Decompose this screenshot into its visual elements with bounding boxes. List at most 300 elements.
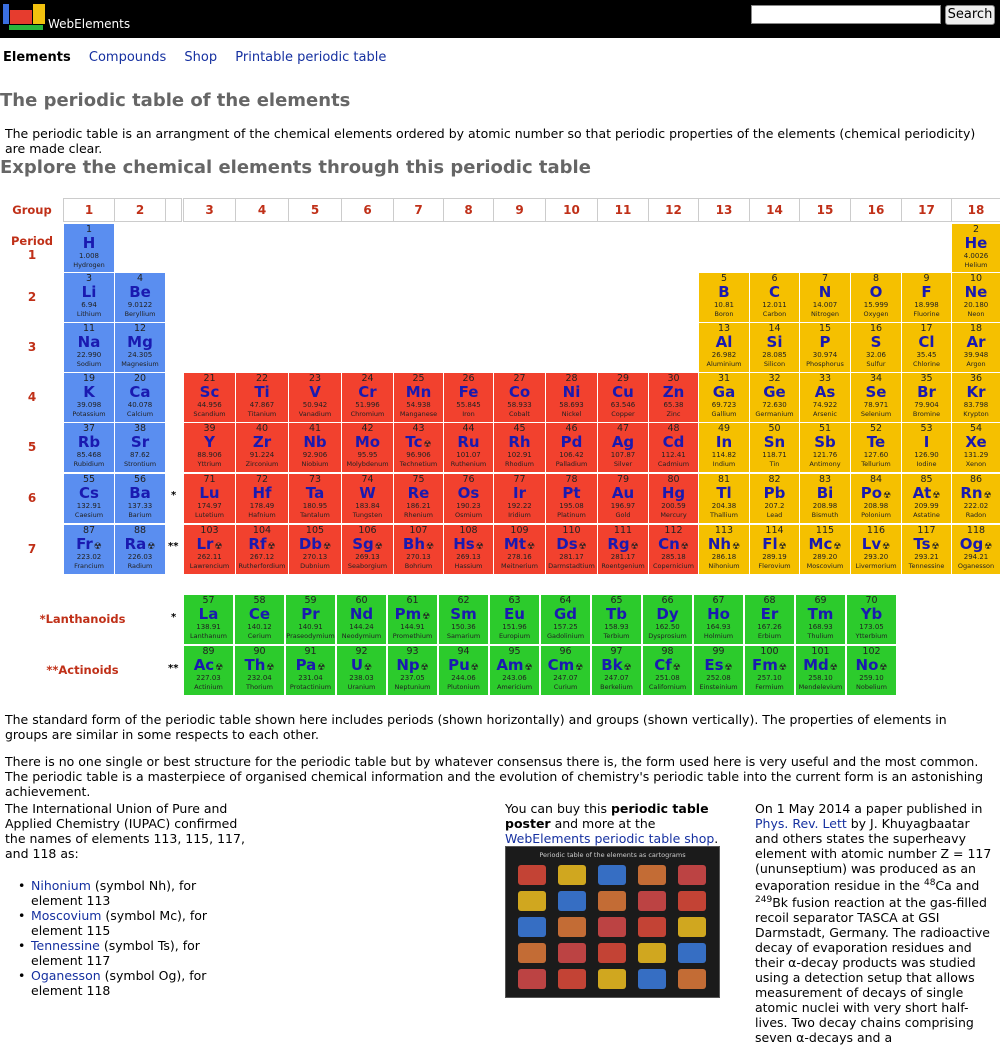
element-name: Selenium	[860, 410, 892, 418]
symbol-text: Fe	[458, 383, 479, 401]
element-name: Astatine	[913, 511, 940, 519]
atomic-mass: 281.17	[559, 553, 584, 561]
element-Li[interactable]	[63, 272, 115, 323]
atomic-mass: 162.50	[655, 623, 680, 631]
element-Te[interactable]	[850, 422, 902, 473]
element-Ta[interactable]	[288, 473, 342, 524]
element-name: Protactinium	[289, 683, 332, 691]
element-Am[interactable]	[489, 645, 540, 696]
element-Pb[interactable]	[749, 473, 800, 524]
atomic-number: 79	[616, 474, 630, 485]
element-Si[interactable]	[749, 322, 800, 373]
element-Y[interactable]	[183, 422, 236, 473]
element-Ho[interactable]	[693, 594, 744, 645]
symbol-text: Md	[803, 656, 829, 674]
element-B[interactable]	[698, 272, 750, 323]
element-symbol	[342, 434, 393, 451]
atomic-number: 98	[661, 646, 674, 657]
element-symbol	[699, 536, 749, 553]
element-symbol	[952, 485, 1000, 502]
symbol-text: Cm	[547, 656, 575, 674]
element-Cu[interactable]	[597, 372, 649, 423]
element-name: Radium	[127, 562, 153, 570]
element-Nd[interactable]	[336, 594, 387, 645]
element-symbol	[745, 606, 794, 623]
symbol-text: Cu	[612, 383, 634, 401]
element-name: Helium	[964, 261, 988, 269]
nav-shop[interactable]: Shop	[184, 50, 218, 65]
group-header-1[interactable]: 1	[63, 198, 115, 222]
element-name: Gadolinium	[546, 632, 585, 640]
element-Cs[interactable]	[63, 473, 115, 524]
element-Zr[interactable]	[235, 422, 289, 473]
element-V[interactable]	[288, 372, 342, 423]
element-name: Nitrogen	[811, 310, 839, 318]
element-Er[interactable]	[744, 594, 795, 645]
element-name: Silicon	[763, 360, 786, 368]
poster-cartogram	[558, 865, 586, 885]
atomic-mass: 35.45	[916, 351, 937, 359]
element-Br[interactable]	[901, 372, 952, 423]
group-header-5[interactable]: 5	[288, 198, 342, 222]
element-name: Thorium	[246, 683, 273, 691]
element-Xe[interactable]	[951, 422, 1000, 473]
element-name: Rhodium	[505, 460, 534, 468]
element-name: Lithium	[76, 310, 102, 318]
atomic-number: 53	[920, 423, 933, 434]
atomic-number: 1	[85, 224, 93, 235]
element-name: Niobium	[301, 460, 329, 468]
element-P[interactable]	[799, 322, 851, 373]
radioactive-icon: ☢	[630, 542, 639, 552]
nihonium-link[interactable]: Nihonium	[31, 878, 91, 893]
symbol-text: Cl	[918, 333, 935, 351]
element-Nb[interactable]	[288, 422, 342, 473]
element-name: Livermorium	[855, 562, 897, 570]
atomic-mass: 289.20	[812, 553, 838, 561]
element-Mc[interactable]	[799, 524, 851, 575]
atomic-mass: 269.13	[355, 553, 380, 561]
element-Sr[interactable]	[114, 422, 166, 473]
element-Lv[interactable]	[850, 524, 902, 575]
element-Md[interactable]	[795, 645, 846, 696]
element-Bk[interactable]	[591, 645, 642, 696]
atomic-mass: 87.62	[129, 451, 151, 459]
phys-rev-lett-link[interactable]: Phys. Rev. Lett	[755, 816, 847, 831]
atomic-mass: 118.71	[762, 451, 787, 459]
symbol-text: Ds	[556, 535, 578, 553]
atomic-number: 25	[412, 373, 425, 384]
element-Mt[interactable]	[493, 524, 546, 575]
poster-cartogram	[598, 943, 626, 963]
element-Rg[interactable]	[597, 524, 649, 575]
atomic-mass: 83.798	[963, 401, 989, 409]
symbol-text: Lv	[861, 535, 882, 553]
element-Pm[interactable]	[387, 594, 438, 645]
atomic-number: 116	[866, 525, 886, 536]
search-button[interactable]: Search	[945, 5, 995, 25]
element-name: Neon	[967, 310, 985, 318]
symbol-text: Ho	[707, 605, 730, 623]
group-header-6[interactable]: 6	[341, 198, 394, 222]
element-symbol	[902, 334, 951, 351]
element-S[interactable]	[850, 322, 902, 373]
group-header-16[interactable]: 16	[850, 198, 902, 222]
atomic-number: 19	[82, 373, 96, 384]
element-name: Indium	[712, 460, 736, 468]
element-Ac[interactable]	[183, 645, 234, 696]
element-Th[interactable]	[234, 645, 285, 696]
element-Sc[interactable]	[183, 372, 236, 423]
group-header-17[interactable]: 17	[901, 198, 952, 222]
symbol-text: Am	[496, 656, 524, 674]
element-symbol	[394, 536, 443, 553]
atomic-number: 57	[202, 595, 215, 606]
element-Fl[interactable]	[749, 524, 800, 575]
radioactive-icon: ☢	[323, 542, 332, 552]
element-name: Uranium	[347, 683, 376, 691]
atomic-number: 118	[966, 525, 986, 536]
element-Ts[interactable]	[901, 524, 952, 575]
element-Cl[interactable]	[901, 322, 952, 373]
symbol-text: Tm	[807, 605, 834, 623]
element-Mn[interactable]	[393, 372, 444, 423]
element-symbol	[699, 284, 749, 301]
atomic-mass: 39.948	[963, 351, 989, 359]
element-symbol	[851, 334, 901, 351]
atomic-number: 86	[969, 474, 983, 485]
symbol-text: Li	[81, 283, 97, 301]
group-header-4[interactable]: 4	[235, 198, 289, 222]
tennessine-link[interactable]: Tennessine	[31, 938, 100, 953]
brand-name[interactable]: WebElements	[48, 17, 131, 31]
atomic-mass: 101.07	[456, 451, 481, 459]
element-At[interactable]	[901, 473, 952, 524]
atomic-number: 56	[133, 474, 147, 485]
symbol-text: F	[921, 283, 932, 301]
element-Cn[interactable]	[648, 524, 699, 575]
atomic-number: 73	[308, 474, 322, 485]
atomic-mass: 227.03	[196, 674, 221, 682]
atomic-mass: 294.21	[963, 553, 989, 561]
atomic-mass: 244.06	[451, 674, 476, 682]
symbol-text: Lu	[199, 484, 220, 502]
element-Sg[interactable]	[341, 524, 394, 575]
radioactive-icon: ☢	[724, 663, 733, 673]
atomic-number: 76	[462, 474, 475, 485]
element-Ge[interactable]	[749, 372, 800, 423]
element-Np[interactable]	[387, 645, 438, 696]
element-Fr[interactable]	[63, 524, 115, 575]
atomic-mass: 54.938	[406, 401, 431, 409]
element-Fe[interactable]	[443, 372, 494, 423]
element-Ti[interactable]	[235, 372, 289, 423]
element-Pr[interactable]	[285, 594, 336, 645]
element-Sb[interactable]	[799, 422, 851, 473]
element-Pa[interactable]	[285, 645, 336, 696]
radioactive-icon: ☢	[879, 663, 888, 673]
element-name: Moscovium	[806, 562, 844, 570]
element-K[interactable]	[63, 372, 115, 423]
element-Ca[interactable]	[114, 372, 166, 423]
element-name: Nobelium	[855, 683, 888, 691]
radioactive-icon: ☢	[215, 663, 224, 673]
element-Eu[interactable]	[489, 594, 540, 645]
element-symbol	[546, 434, 597, 451]
element-Au[interactable]	[597, 473, 649, 524]
atomic-number: 14	[768, 323, 781, 334]
element-Ds[interactable]	[545, 524, 598, 575]
element-Db[interactable]	[288, 524, 342, 575]
group-header-18[interactable]: 18	[951, 198, 1000, 222]
element-Ni[interactable]	[545, 372, 598, 423]
element-Ne[interactable]	[951, 272, 1000, 323]
symbol-text: K	[83, 383, 95, 401]
element-O[interactable]	[850, 272, 902, 323]
element-Ar[interactable]	[951, 322, 1000, 373]
element-Yb[interactable]	[846, 594, 897, 645]
radioactive-icon: ☢	[524, 663, 533, 673]
element-Rb[interactable]	[63, 422, 115, 473]
element-name: Sodium	[76, 360, 102, 368]
group-header-8[interactable]: 8	[443, 198, 494, 222]
element-F[interactable]	[901, 272, 952, 323]
element-symbol	[800, 284, 850, 301]
element-name: Rutherfordium	[238, 562, 286, 570]
element-symbol	[699, 434, 749, 451]
symbol-text: Cs	[79, 484, 99, 502]
symbol-text: Re	[407, 484, 430, 502]
element-U[interactable]	[336, 645, 387, 696]
lanthanoid-row-marker: *	[171, 612, 177, 623]
poster-cartogram	[638, 969, 666, 989]
atomic-number: 5	[720, 273, 728, 284]
element-N[interactable]	[799, 272, 851, 323]
element-Os[interactable]	[443, 473, 494, 524]
atomic-mass: 262.11	[197, 553, 222, 561]
element-Gd[interactable]	[540, 594, 591, 645]
element-symbol	[235, 606, 284, 623]
atomic-number: 45	[513, 423, 526, 434]
element-name: Potassium	[72, 410, 106, 418]
nav-printable[interactable]: Printable periodic table	[235, 50, 387, 65]
element-Sm[interactable]	[438, 594, 489, 645]
group-header-15[interactable]: 15	[799, 198, 851, 222]
atomic-mass: 257.10	[757, 674, 782, 682]
atomic-number: 117	[917, 525, 936, 536]
group-header-7[interactable]: 7	[393, 198, 444, 222]
element-I[interactable]	[901, 422, 952, 473]
element-H[interactable]	[63, 223, 115, 274]
radioactive-icon: ☢	[578, 542, 587, 552]
element-He[interactable]	[951, 223, 1000, 274]
element-Tm[interactable]	[795, 594, 846, 645]
radioactive-icon: ☢	[882, 542, 891, 552]
symbol-text: Np	[396, 656, 420, 674]
element-Nh[interactable]	[698, 524, 750, 575]
symbol-text: As	[814, 383, 836, 401]
atomic-number: 54	[969, 423, 983, 434]
atomic-number: 44	[462, 423, 475, 434]
element-Rn[interactable]	[951, 473, 1000, 524]
nav-elements[interactable]: Elements	[3, 50, 71, 65]
element-name: Gallium	[711, 410, 737, 418]
element-Lr[interactable]	[183, 524, 236, 575]
element-Be[interactable]	[114, 272, 166, 323]
element-name: Lead	[766, 511, 783, 519]
group-header-9[interactable]: 9	[493, 198, 546, 222]
atomic-number: 64	[559, 595, 572, 606]
element-Pu[interactable]	[438, 645, 489, 696]
element-Hg[interactable]	[648, 473, 699, 524]
element-symbol	[952, 284, 1000, 301]
element-symbol	[184, 384, 235, 401]
element-Bi[interactable]	[799, 473, 851, 524]
poster-cartogram	[518, 917, 546, 937]
group-header-14[interactable]: 14	[749, 198, 800, 222]
element-Cd[interactable]	[648, 422, 699, 473]
element-Ir[interactable]	[493, 473, 546, 524]
element-symbol	[952, 384, 1000, 401]
element-Ra[interactable]	[114, 524, 166, 575]
poster-cartogram	[558, 969, 586, 989]
poster-image[interactable]	[505, 846, 720, 998]
element-Tc[interactable]	[393, 422, 444, 473]
element-Og[interactable]	[951, 524, 1000, 575]
element-In[interactable]	[698, 422, 750, 473]
element-Lu[interactable]	[183, 473, 236, 524]
iupac-list	[18, 878, 246, 998]
poster-cartogram	[518, 891, 546, 911]
element-Hs[interactable]	[443, 524, 494, 575]
atomic-mass: 252.08	[706, 674, 731, 682]
element-name: Chromium	[350, 410, 385, 418]
atomic-mass: 208.98	[863, 502, 889, 510]
nav-compounds[interactable]: Compounds	[88, 50, 167, 65]
element-name: Californium	[648, 683, 687, 691]
actinoids-label[interactable]: **Actinoids	[46, 663, 119, 677]
element-C[interactable]	[749, 272, 800, 323]
element-Po[interactable]	[850, 473, 902, 524]
atomic-number: 11	[82, 323, 96, 334]
element-Tb[interactable]	[591, 594, 642, 645]
atomic-number: 82	[768, 474, 781, 485]
element-Sn[interactable]	[749, 422, 800, 473]
symbol-text: Hs	[453, 535, 475, 553]
element-Ba[interactable]	[114, 473, 166, 524]
element-Ga[interactable]	[698, 372, 750, 423]
atomic-number: 47	[616, 423, 630, 434]
shop-link[interactable]: WebElements periodic table shop	[505, 831, 715, 846]
element-Cm[interactable]	[540, 645, 591, 696]
element-La[interactable]	[183, 594, 234, 645]
element-Re[interactable]	[393, 473, 444, 524]
atomic-number: 38	[133, 423, 147, 434]
element-Cf[interactable]	[642, 645, 693, 696]
element-No[interactable]	[846, 645, 897, 696]
element-Bh[interactable]	[393, 524, 444, 575]
group-header-3[interactable]: 3	[183, 198, 236, 222]
group-header-11[interactable]: 11	[597, 198, 649, 222]
element-symbol	[64, 384, 114, 401]
element-Co[interactable]	[493, 372, 546, 423]
atomic-mass: 151.96	[502, 623, 527, 631]
element-Tl[interactable]	[698, 473, 750, 524]
group-header-12[interactable]: 12	[648, 198, 699, 222]
group-header-13[interactable]: 13	[698, 198, 750, 222]
element-Na[interactable]	[63, 322, 115, 373]
element-name: Holmium	[703, 632, 734, 640]
element-Al[interactable]	[698, 322, 750, 373]
atomic-number: 75	[412, 474, 425, 485]
poster-cartogram	[518, 943, 546, 963]
element-Mg[interactable]	[114, 322, 166, 373]
element-symbol	[649, 434, 698, 451]
element-symbol	[851, 536, 901, 553]
atomic-number: 48	[667, 423, 680, 434]
element-name: Boron	[714, 310, 734, 318]
oganesson-link[interactable]: Oganesson	[31, 968, 101, 983]
element-Rf[interactable]	[235, 524, 289, 575]
element-W[interactable]	[341, 473, 394, 524]
atomic-mass: 208.98	[812, 502, 838, 510]
symbol-text: W	[359, 484, 376, 502]
list-item: • Nihonium (symbol Nh), for element 113	[18, 878, 197, 908]
element-name: Platinum	[557, 511, 586, 519]
element-name: Mercury	[660, 511, 687, 519]
element-Ag[interactable]	[597, 422, 649, 473]
atomic-mass: 58.693	[559, 401, 584, 409]
element-Zn[interactable]	[648, 372, 699, 423]
symbol-text: Rb	[77, 433, 101, 451]
element-Pd[interactable]	[545, 422, 598, 473]
element-As[interactable]	[799, 372, 851, 423]
element-Kr[interactable]	[951, 372, 1000, 423]
symbol-text: Br	[917, 383, 936, 401]
element-Es[interactable]	[693, 645, 744, 696]
atomic-mass: 270.13	[406, 553, 431, 561]
lanthanoids-label[interactable]: *Lanthanoids	[39, 612, 126, 626]
element-name: Lawrencium	[189, 562, 230, 570]
element-Hf[interactable]	[235, 473, 289, 524]
element-name: Argon	[966, 360, 986, 368]
element-Ru[interactable]	[443, 422, 494, 473]
element-Se[interactable]	[850, 372, 902, 423]
atomic-mass: 65.38	[663, 401, 684, 409]
element-symbol	[902, 384, 951, 401]
group-header-10[interactable]: 10	[545, 198, 598, 222]
element-Fm[interactable]	[744, 645, 795, 696]
atomic-mass: 28.085	[762, 351, 787, 359]
poster-title: Periodic table of the elements as cartograms	[539, 851, 686, 859]
element-Mo[interactable]	[341, 422, 394, 473]
element-name: Seaborgium	[347, 562, 388, 570]
atomic-number: 71	[203, 474, 216, 485]
element-Dy[interactable]	[642, 594, 693, 645]
element-symbol	[699, 384, 749, 401]
element-Ce[interactable]	[234, 594, 285, 645]
element-Rh[interactable]	[493, 422, 546, 473]
element-Pt[interactable]	[545, 473, 598, 524]
element-Cr[interactable]	[341, 372, 394, 423]
atomic-number: 26	[462, 373, 475, 384]
moscovium-link[interactable]: Moscovium	[31, 908, 102, 923]
page-title: The periodic table of the elements	[0, 90, 351, 111]
symbol-text: Ar	[966, 333, 986, 351]
group-header-2[interactable]: 2	[114, 198, 166, 222]
element-name: Mendelevium	[798, 683, 843, 691]
atomic-mass: 32.06	[865, 351, 887, 359]
